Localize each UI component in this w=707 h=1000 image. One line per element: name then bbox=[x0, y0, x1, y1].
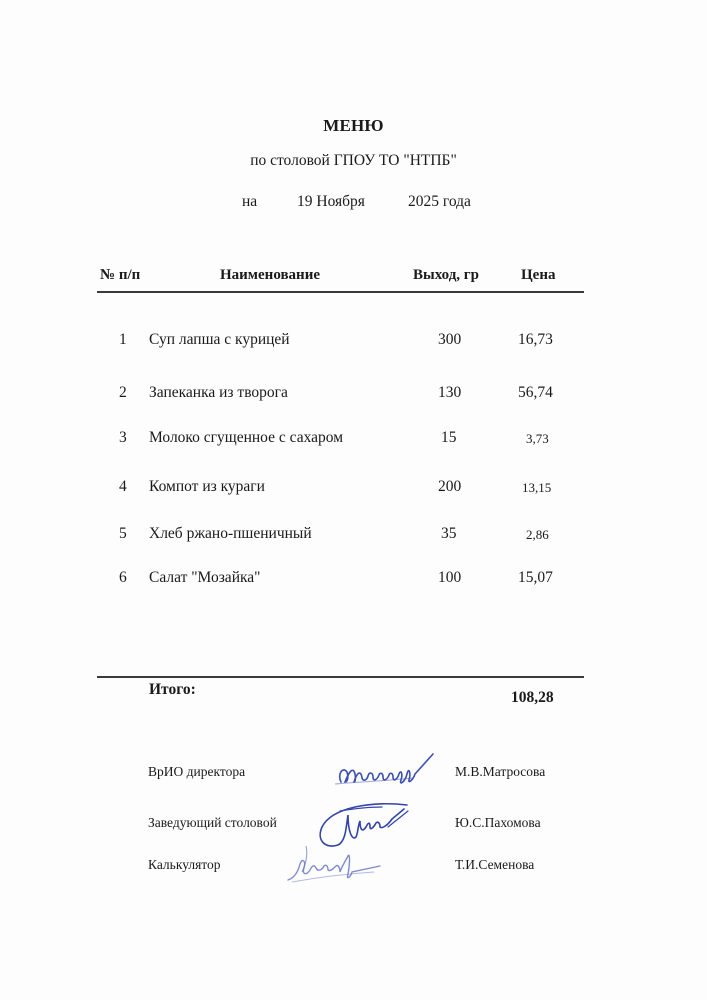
row-number: 4 bbox=[119, 478, 127, 495]
handwritten-signature-icon bbox=[284, 842, 384, 887]
row-number: 2 bbox=[119, 384, 127, 401]
date-day-month: 19 Ноября bbox=[297, 193, 365, 210]
row-name: Молоко сгущенное с сахаром bbox=[149, 429, 344, 446]
document-title: МЕНЮ bbox=[323, 116, 384, 135]
row-price: 15,07 bbox=[518, 569, 553, 586]
row-name: Салат "Мозайка" bbox=[149, 569, 261, 586]
row-price: 3,73 bbox=[526, 431, 549, 446]
row-name: Запеканка из творога bbox=[149, 384, 288, 401]
column-header-number: № п/п bbox=[100, 267, 141, 283]
handwritten-signature-icon bbox=[335, 752, 440, 792]
header-divider bbox=[97, 291, 584, 293]
column-header-name: Наименование bbox=[220, 267, 320, 283]
row-name: Хлеб ржано-пшеничный bbox=[149, 525, 312, 542]
signature-person: М.В.Матросова bbox=[455, 764, 546, 779]
column-header-price: Цена bbox=[521, 267, 556, 283]
table-row bbox=[0, 569, 707, 589]
row-number: 3 bbox=[119, 429, 127, 446]
row-yield: 200 bbox=[438, 478, 462, 495]
date-prefix: на bbox=[242, 193, 258, 210]
row-number: 5 bbox=[119, 525, 127, 542]
table-row bbox=[0, 478, 707, 498]
signature-person: Т.И.Семенова bbox=[455, 857, 535, 872]
signature-role: ВрИО директора bbox=[148, 764, 246, 779]
row-yield: 100 bbox=[438, 569, 462, 586]
row-name: Компот из кураги bbox=[149, 478, 265, 495]
row-number: 1 bbox=[119, 331, 127, 348]
table-row bbox=[0, 429, 707, 449]
table-row bbox=[0, 331, 707, 351]
row-number: 6 bbox=[119, 569, 127, 586]
row-price: 16,73 bbox=[518, 331, 553, 348]
table-row bbox=[0, 384, 707, 404]
signature-person: Ю.С.Пахомова bbox=[455, 815, 541, 830]
row-yield: 15 bbox=[441, 429, 457, 446]
row-yield: 300 bbox=[438, 331, 462, 348]
row-yield: 130 bbox=[438, 384, 462, 401]
row-yield: 35 bbox=[441, 525, 457, 542]
total-label: Итого: bbox=[149, 681, 196, 698]
signature-role: Заведующий столовой bbox=[148, 815, 277, 830]
date-year: 2025 года bbox=[408, 193, 471, 210]
table-row bbox=[0, 525, 707, 545]
row-price: 2,86 bbox=[526, 527, 549, 542]
row-name: Суп лапша с курицей bbox=[149, 331, 290, 348]
signature-role: Калькулятор bbox=[148, 857, 221, 872]
total-divider bbox=[97, 676, 584, 678]
column-header-yield: Выход, гр bbox=[413, 267, 479, 283]
document-subtitle: по столовой ГПОУ ТО "НТПБ" bbox=[250, 152, 457, 169]
row-price: 13,15 bbox=[522, 480, 552, 495]
row-price: 56,74 bbox=[518, 384, 553, 401]
total-value: 108,28 bbox=[511, 689, 554, 706]
